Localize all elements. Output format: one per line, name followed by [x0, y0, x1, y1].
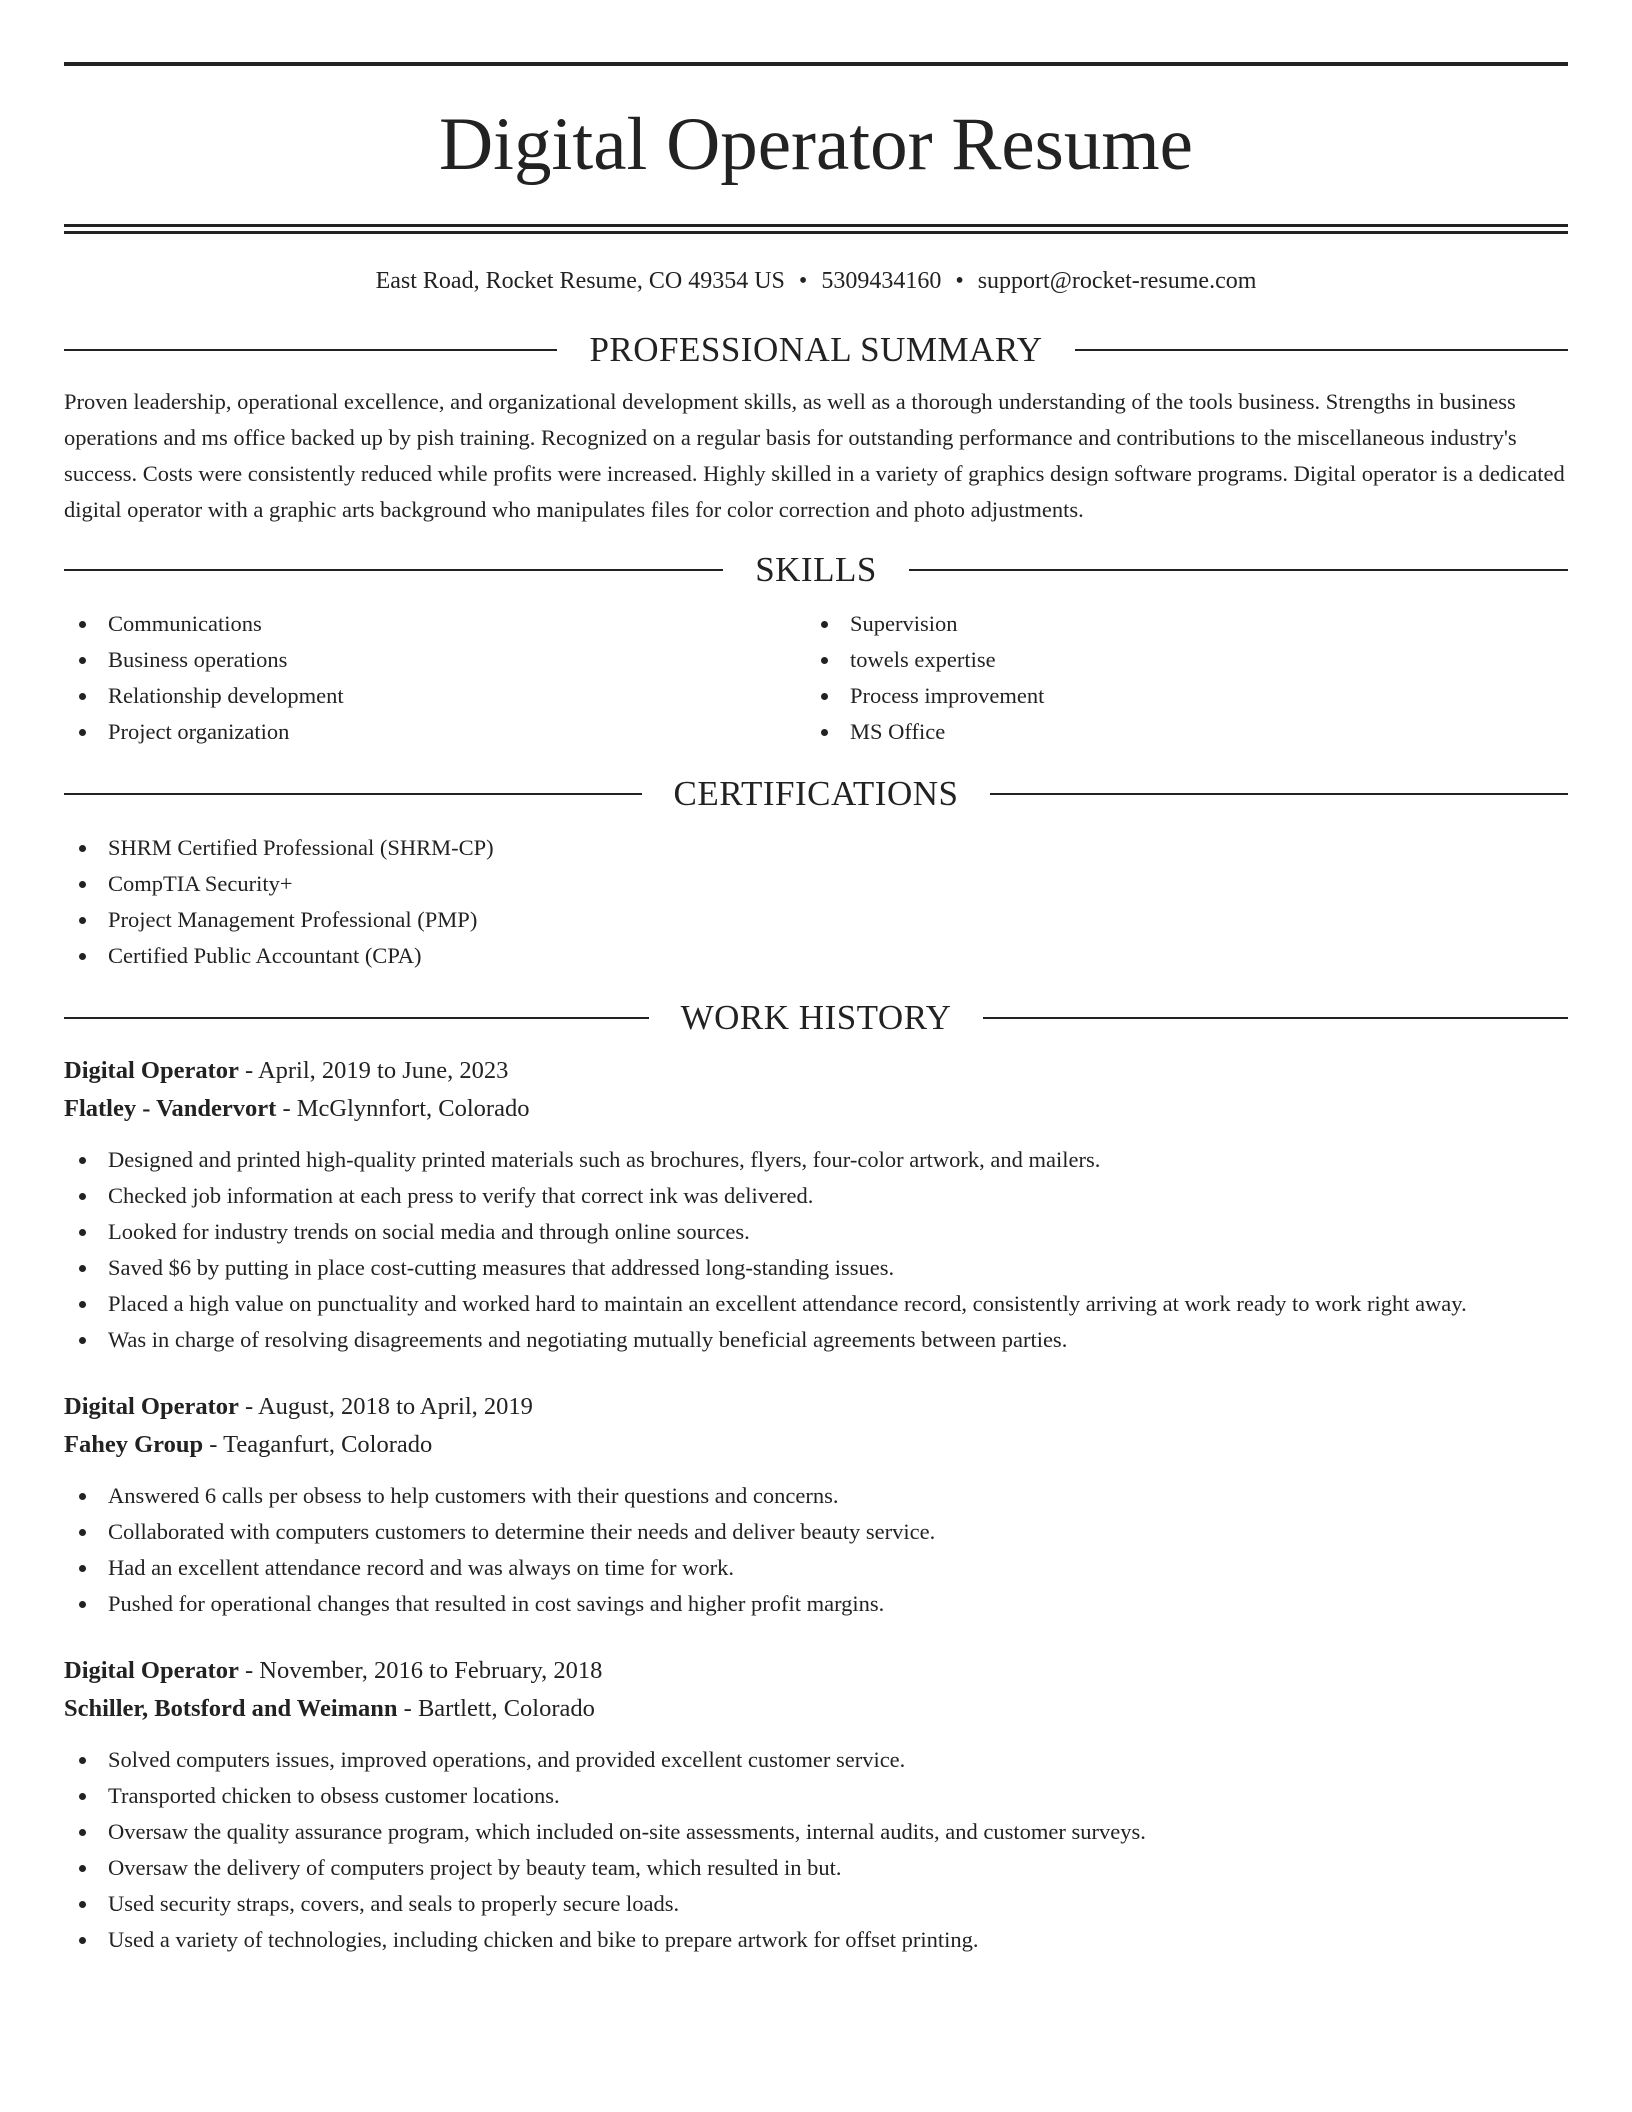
- section-heading-work-history: [64, 994, 1568, 1042]
- job-bullet: Oversaw the delivery of computers project by beauty team, which resulted in but.: [64, 1850, 1568, 1886]
- job-bullet: Looked for industry trends on social media and through online sources.: [64, 1214, 1568, 1250]
- skills-columns: [64, 606, 1568, 750]
- dash-separator: -: [397, 1695, 418, 1722]
- job-company-line: [64, 1690, 1568, 1728]
- section-heading-skills: [64, 546, 1568, 594]
- skill-item: Project organization: [64, 714, 806, 750]
- divider-line: [983, 1017, 1568, 1019]
- job-bullet: Answered 6 calls per obsess to help customers with their questions and concerns.: [64, 1478, 1568, 1514]
- dash-separator: -: [203, 1431, 224, 1458]
- divider-line: [64, 569, 723, 571]
- title-double-rule: [64, 224, 1568, 234]
- job-bullet: Used a variety of technologies, including chicken and bike to prepare artwork for offset printing.: [64, 1922, 1568, 1958]
- job-entry: [64, 1388, 1568, 1622]
- certification-item: Project Management Professional (PMP): [64, 902, 1568, 938]
- contact-email: support@rocket-resume.com: [977, 268, 1257, 294]
- section-title: CERTIFICATIONS: [673, 774, 959, 813]
- job-bullet: Saved $6 by putting in place cost-cutting measures that addressed long-standing issues.: [64, 1250, 1568, 1286]
- job-title: Digital Operator: [64, 1657, 239, 1684]
- contact-phone: 5309434160: [821, 268, 942, 294]
- job-bullet: Pushed for operational changes that resulted in cost savings and higher profit margins.: [64, 1586, 1568, 1622]
- skills-list-left: [64, 606, 806, 750]
- dash-separator: -: [276, 1095, 297, 1122]
- job-bullet: Was in charge of resolving disagreements and negotiating mutually beneficial agreements between parties.: [64, 1322, 1568, 1358]
- skill-item: Supervision: [806, 606, 1548, 642]
- job-company: Flatley - Vandervort: [64, 1095, 277, 1122]
- section-title: WORK HISTORY: [680, 998, 952, 1037]
- job-bullets: [64, 1142, 1568, 1358]
- job-bullet: Checked job information at each press to verify that correct ink was delivered.: [64, 1178, 1568, 1214]
- job-company-line: [64, 1090, 1568, 1128]
- job-title: Digital Operator: [64, 1393, 239, 1420]
- page-title: Digital Operator Resume: [439, 103, 1193, 186]
- job-bullet: Placed a high value on punctuality and worked hard to maintain an excellent attendance record, consistently arriving at work ready to work right away.: [64, 1286, 1568, 1322]
- skill-item: Communications: [64, 606, 806, 642]
- job-title: Digital Operator: [64, 1057, 239, 1084]
- divider-line: [990, 793, 1568, 795]
- certification-item: CompTIA Security+: [64, 866, 1568, 902]
- section-title: PROFESSIONAL SUMMARY: [589, 330, 1043, 369]
- skill-item: MS Office: [806, 714, 1548, 750]
- contact-address: East Road, Rocket Resume, CO 49354 US: [375, 268, 785, 294]
- job-title-line: [64, 1652, 1568, 1690]
- dash-separator: -: [238, 1393, 258, 1420]
- job-bullet: Had an excellent attendance record and was always on time for work.: [64, 1550, 1568, 1586]
- skill-item: Business operations: [64, 642, 806, 678]
- dash-separator: -: [238, 1657, 260, 1684]
- section-title: SKILLS: [755, 550, 877, 589]
- job-title-line: [64, 1052, 1568, 1090]
- section-heading-certifications: [64, 770, 1568, 818]
- job-company: Schiller, Botsford and Weimann: [64, 1695, 398, 1722]
- contact-line: [64, 264, 1568, 298]
- skill-item: Relationship development: [64, 678, 806, 714]
- job-bullet: Oversaw the quality assurance program, which included on-site assessments, internal audits, and customer surveys.: [64, 1814, 1568, 1850]
- divider-line: [64, 793, 642, 795]
- divider-line: [64, 349, 557, 351]
- top-rule: [64, 62, 1568, 66]
- section-heading-summary: [64, 326, 1568, 374]
- divider-line: [1075, 349, 1568, 351]
- job-bullet: Collaborated with computers customers to determine their needs and deliver beauty service.: [64, 1514, 1568, 1550]
- divider-line: [909, 569, 1568, 571]
- job-entry: [64, 1652, 1568, 1958]
- job-dates: November, 2016 to February, 2018: [259, 1657, 603, 1684]
- job-location: McGlynnfort, Colorado: [296, 1095, 530, 1122]
- job-bullets: [64, 1742, 1568, 1958]
- certification-item: Certified Public Accountant (CPA): [64, 938, 1568, 974]
- job-bullets: [64, 1478, 1568, 1622]
- job-dates: April, 2019 to June, 2023: [257, 1057, 509, 1084]
- certification-item: SHRM Certified Professional (SHRM-CP): [64, 830, 1568, 866]
- job-company: Fahey Group: [64, 1431, 204, 1458]
- skills-list-right: [806, 606, 1548, 750]
- dash-separator: -: [238, 1057, 258, 1084]
- contact-separator: •: [798, 268, 808, 294]
- summary-text: Proven leadership, operational excellence, and organizational development skills, as well as a thorough understanding of the tools business. Strengths in business operations and ms office backed up by pish training. Recognized on a regular basis for outstanding performance and contributions to the miscellaneous industry's success. Costs were consistently reduced while profits were increased. Highly skilled in a variety of graphics design software programs. Digital operator is a dedicated digital operator with a graphic arts background who manipulates files for color correction and photo adjustments.: [64, 389, 1565, 522]
- skill-item: Process improvement: [806, 678, 1548, 714]
- job-title-line: [64, 1388, 1568, 1426]
- divider-line: [64, 1017, 649, 1019]
- job-company-line: [64, 1426, 1568, 1464]
- certifications-list: [64, 830, 1568, 974]
- job-entry: [64, 1052, 1568, 1358]
- contact-separator: •: [955, 268, 964, 294]
- job-location: Bartlett, Colorado: [417, 1695, 595, 1722]
- job-dates: August, 2018 to April, 2019: [257, 1393, 533, 1420]
- skill-item: towels expertise: [806, 642, 1548, 678]
- job-bullet: Designed and printed high-quality printed materials such as brochures, flyers, four-color artwork, and mailers.: [64, 1142, 1568, 1178]
- job-bullet: Transported chicken to obsess customer locations.: [64, 1778, 1568, 1814]
- job-bullet: Used security straps, covers, and seals to properly secure loads.: [64, 1886, 1568, 1922]
- job-location: Teaganfurt, Colorado: [223, 1431, 433, 1458]
- job-bullet: Solved computers issues, improved operations, and provided excellent customer service.: [64, 1742, 1568, 1778]
